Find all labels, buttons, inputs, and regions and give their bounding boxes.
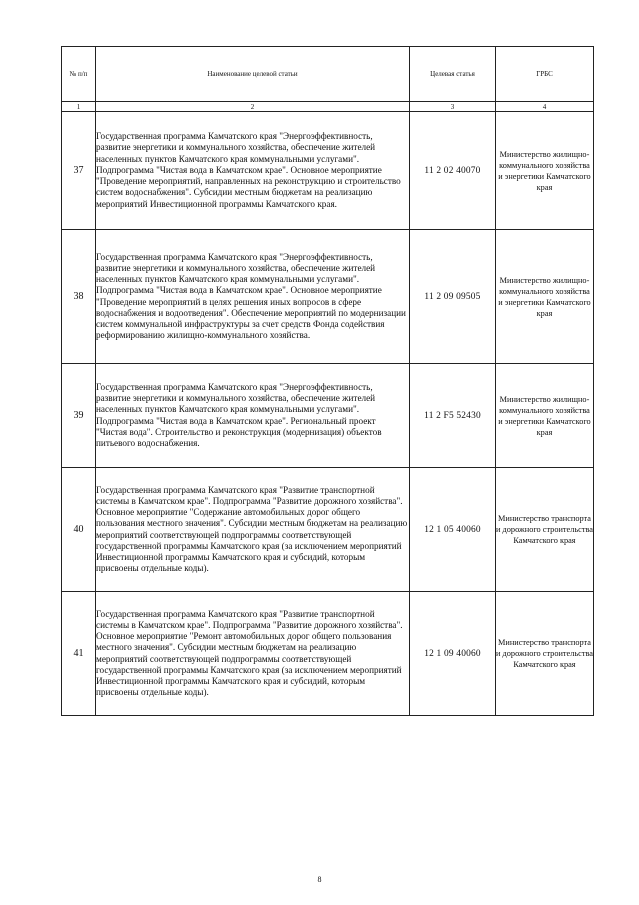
target-item-name: Государственная программа Камчатского края "Развитие транспортной системы в Камчатском крае". Подпрограмма "Развитие дорожного хозяйства". Основное мероприятие "Содержание автомобильных дорог общего пользования местного значения". Субсидии местным бюджетам на реализацию мероприятий соответствующей подпрограммы соответствующей государственной программы Камчатского края (за исключением мероприятий Инвестиционной программы Камчатского края и субсидий, которым присвоены отдельные коды).: [96, 468, 410, 592]
header-grbs: ГРБС: [496, 47, 594, 102]
target-item-code: 12 1 09 40060: [410, 592, 496, 716]
target-item-name: Государственная программа Камчатского края "Энергоэффективность, развитие энергетики и коммунального хозяйства, обеспечение жителей населенных пунктов Камчатского края коммунальными услугами". Подпрограмма "Чистая вода в Камчатском крае". Региональный проект "Чистая вода". Строительство и реконструкция (модернизация) объектов питьевого водоснабжения.: [96, 364, 410, 468]
header-row: [62, 47, 594, 102]
header-name: Наименование целевой статьи: [96, 47, 410, 102]
grbs-name: Министерство жилищно-коммунального хозяйства и энергетики Камчатского края: [496, 112, 594, 230]
column-number: 4: [496, 102, 594, 112]
table-row: [62, 468, 594, 592]
column-number: 3: [410, 102, 496, 112]
target-item-name: Государственная программа Камчатского края "Развитие транспортной системы в Камчатском крае". Подпрограмма "Развитие дорожного хозяйства". Основное мероприятие "Ремонт автомобильных дорог общего пользования местного значения". Субсидии местным бюджетам на реализацию мероприятий соответствующей подпрограммы соответствующей государственной программы Камчатского края (за исключением мероприятий Инвестиционной программы Камчатского края и субсидий, которым присвоены отдельные коды).: [96, 592, 410, 716]
table-row: [62, 112, 594, 230]
budget-classification-table: [61, 46, 594, 716]
table-row: [62, 592, 594, 716]
grbs-name: Министерство жилищно-коммунального хозяйства и энергетики Камчатского края: [496, 230, 594, 364]
page-number: 8: [317, 875, 322, 884]
table-row: [62, 230, 594, 364]
header-code: Целевая статья: [410, 47, 496, 102]
target-item-code: 11 2 09 09505: [410, 230, 496, 364]
grbs-name: Министерство транспорта и дорожного строительства Камчатского края: [496, 468, 594, 592]
grbs-name: Министерство жилищно-коммунального хозяйства и энергетики Камчатского края: [496, 364, 594, 468]
column-number: 1: [62, 102, 96, 112]
column-number: 2: [96, 102, 410, 112]
row-number: 39: [62, 364, 96, 468]
target-item-code: 11 2 02 40070: [410, 112, 496, 230]
target-item-code: 11 2 F5 52430: [410, 364, 496, 468]
row-number: 40: [62, 468, 96, 592]
row-number: 38: [62, 230, 96, 364]
header-num: № п/п: [62, 47, 96, 102]
target-item-name: Государственная программа Камчатского края "Энергоэффективность, развитие энергетики и коммунального хозяйства, обеспечение жителей населенных пунктов Камчатского края коммунальными услугами". Подпрограмма "Чистая вода в Камчатском крае". Основное мероприятие "Проведение мероприятий, направленных на реконструкцию и строительство систем водоснабжения". Субсидии местным бюджетам на реализацию мероприятий Инвестиционной программы Камчатского края.: [96, 112, 410, 230]
target-item-code: 12 1 05 40060: [410, 468, 496, 592]
row-number: 37: [62, 112, 96, 230]
column-number-row: [62, 102, 594, 112]
row-number: 41: [62, 592, 96, 716]
grbs-name: Министерство транспорта и дорожного строительства Камчатского края: [496, 592, 594, 716]
target-item-name: Государственная программа Камчатского края "Энергоэффективность, развитие энергетики и коммунального хозяйства, обеспечение жителей населенных пунктов Камчатского края коммунальными услугами". Подпрограмма "Чистая вода в Камчатском крае". Основное мероприятие "Проведение мероприятий в целях решения иных вопросов в сфере водоснабжения и водоотведения". Обеспечение мероприятий по модернизации систем коммунальной инфраструктуры за счет средств Фонда содействия реформированию жилищно-коммунального хозяйства.: [96, 230, 410, 364]
table-row: [62, 364, 594, 468]
